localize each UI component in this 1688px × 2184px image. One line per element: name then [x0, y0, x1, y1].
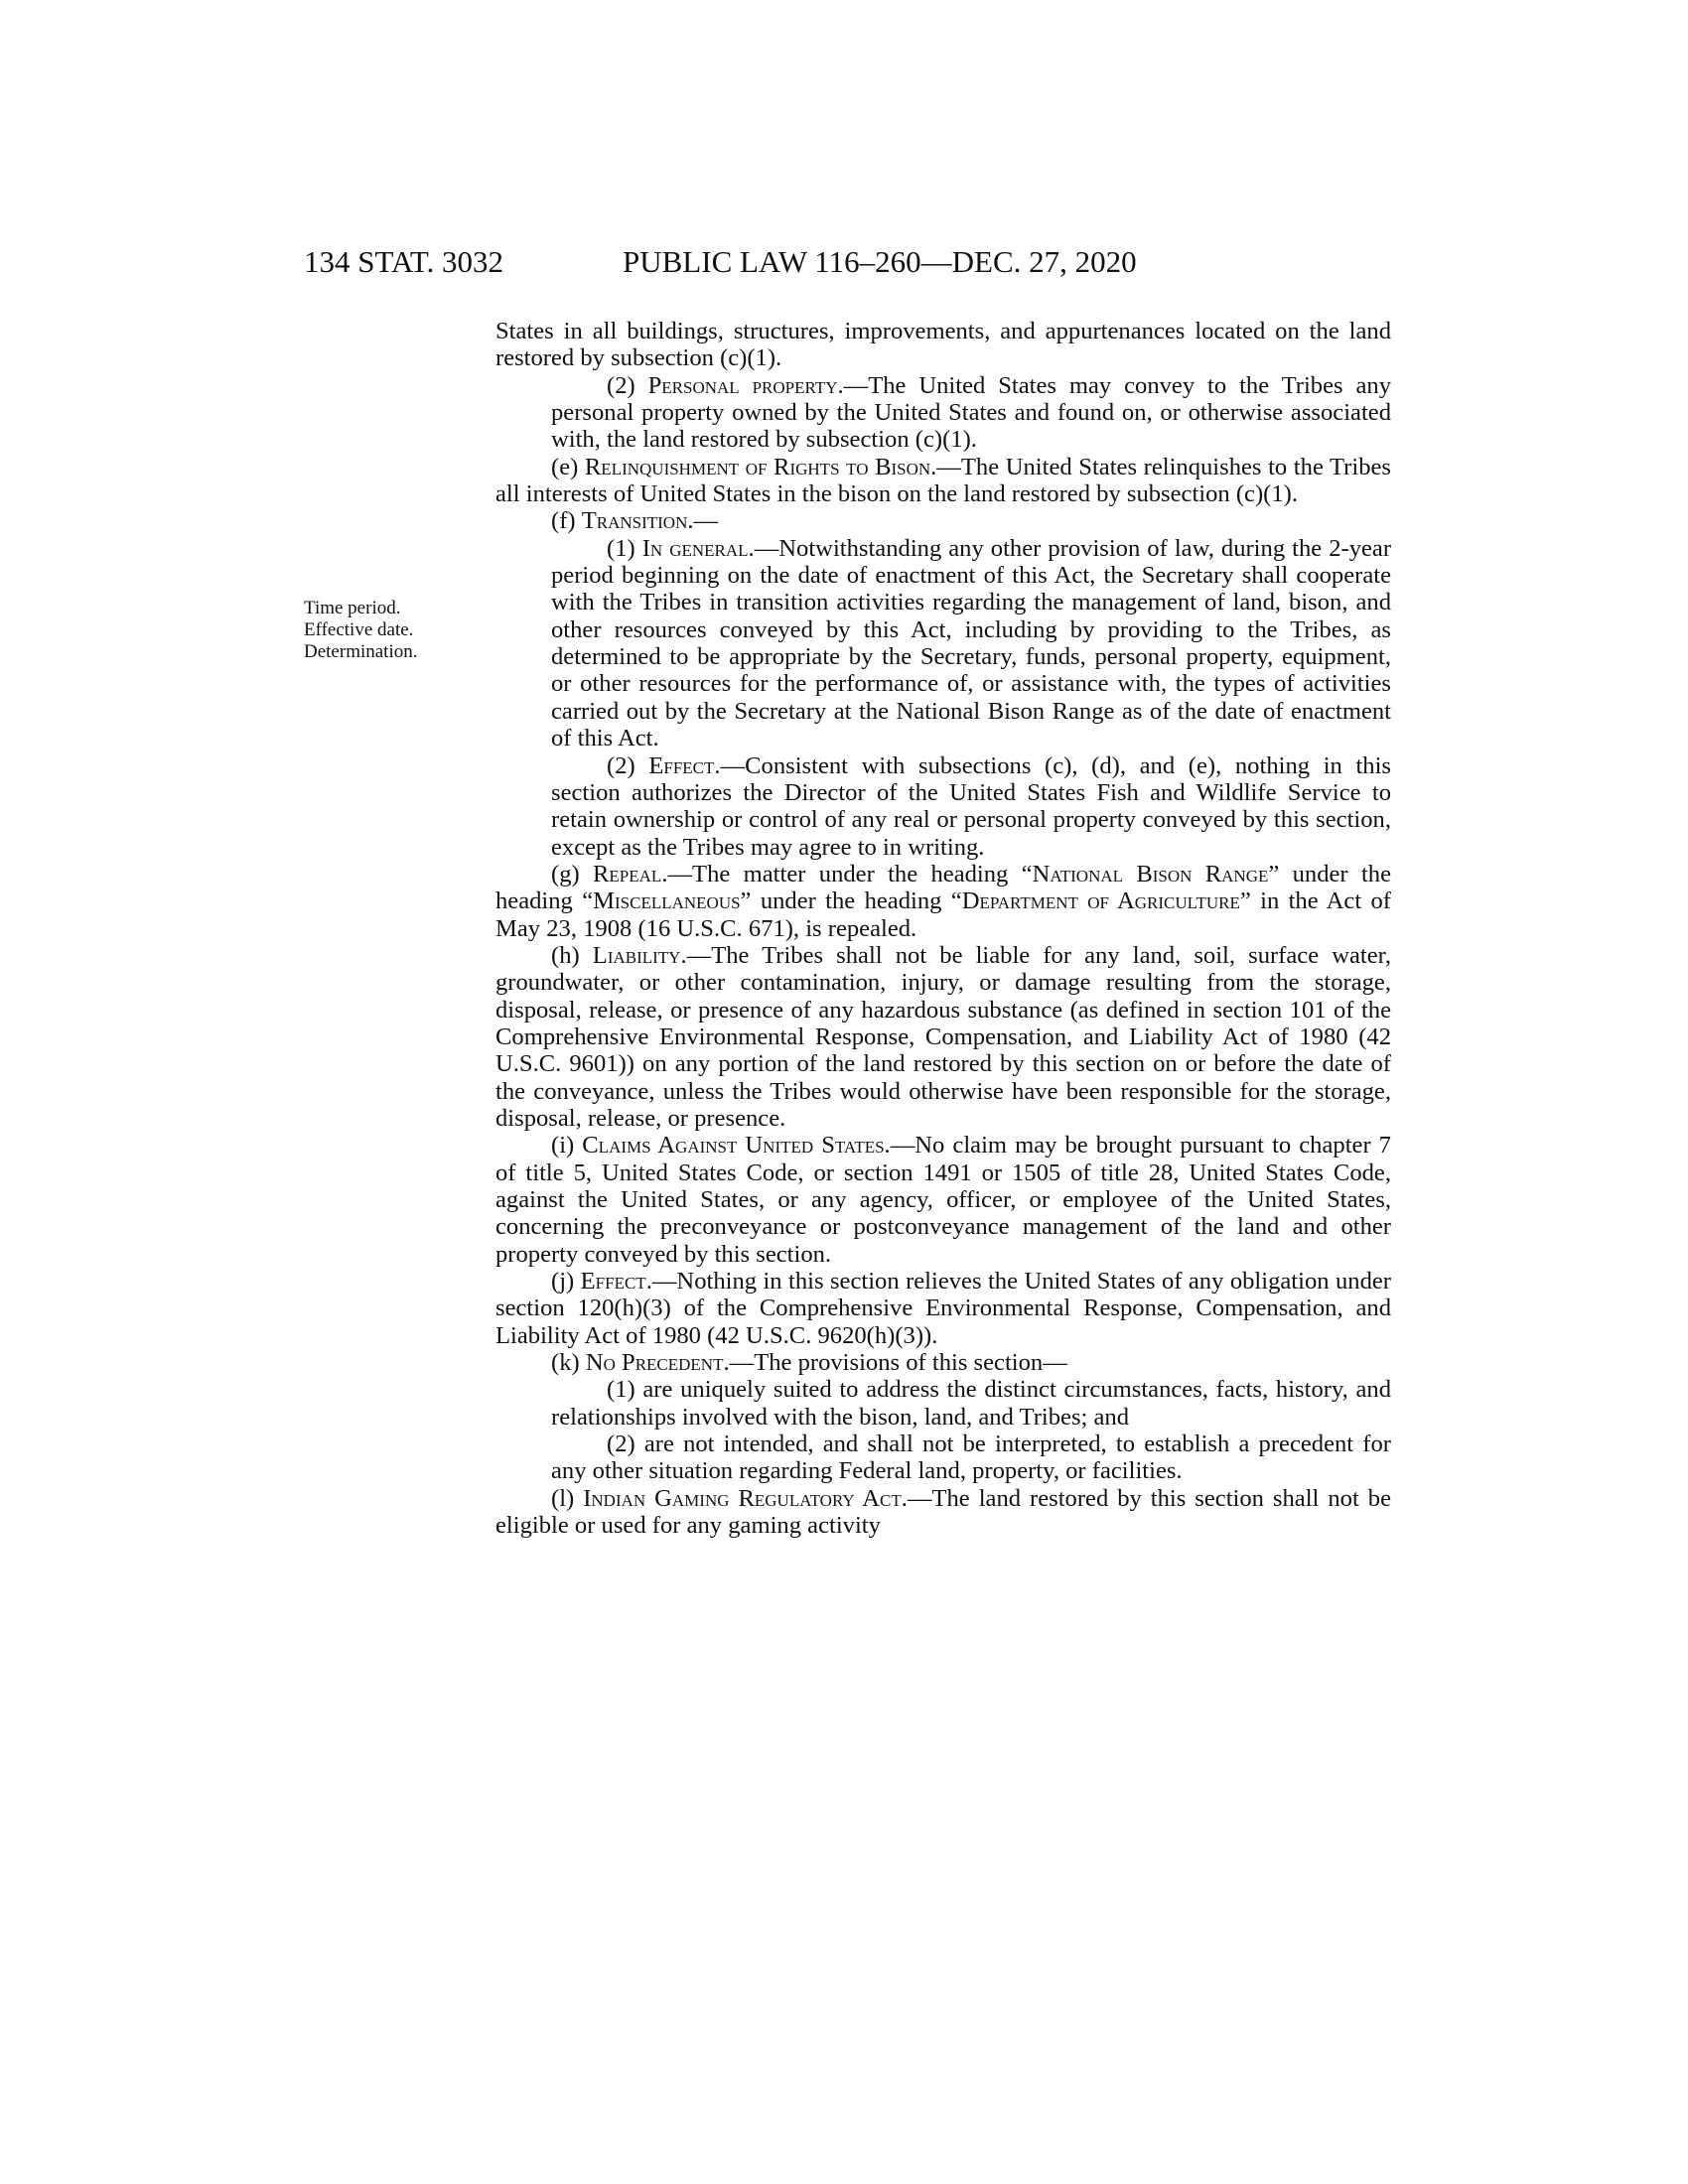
statute-page-reference: 134 STAT. 3032 — [304, 244, 504, 279]
paragraph-heading: Liability — [592, 941, 681, 969]
paragraph-h-liability: (h) Liability.—The Tribes shall not be liable for any land, soil, surface water, groundwater, or other contamination, injury, or damage resulting from the storage, disposal, release, or presence of any hazardous substance (as defined in section 101 of the Comprehensive Environmental Response, Compensation, and Liability Act of 1980 (42 U.S.C. 9601)) on any portion of the land restored by this section on or before the date of the conveyance, unless the Tribes would otherwise have been responsible for the storage, disposal, release, or presence. — [495, 941, 1392, 1132]
paragraph-heading: No Precedent — [585, 1349, 724, 1377]
paragraph-d2-personal-property: (2) Personal property.—The United States may convey to the Tribes any personal property owned by the United States and found on, or otherwise associated with, the land restored by subsection (c)(1). — [551, 371, 1391, 454]
paragraph-k2: (2) are not intended, and shall not be interpreted, to establish a precedent for any other situation regarding Federal land, property, or facilities. — [551, 1431, 1391, 1485]
page-header — [304, 244, 1391, 284]
paragraph-heading: In general — [641, 534, 749, 562]
margin-note-determination: Determination. — [304, 641, 418, 662]
paragraph-heading: Transition — [581, 507, 688, 535]
paragraph-j-effect: (j) Effect.—Nothing in this section relieves the United States of any obligation under section 120(h)(3) of the Comprehensive Environmental Response, Compensation, and Liability Act of 1980 (42 U.S.C. 9620(h)(3)). — [495, 1268, 1391, 1349]
paragraph-heading: Effect — [580, 1268, 646, 1296]
paragraph-i-claims: (i) Claims Against United States.—No claim may be brought pursuant to chapter 7 of title 5, United States Code, or section 1491 or 1505 of title 28, United States Code, against the United States, or any agency, officer, or employee of the United States, concerning the preconveyance or postconveyance management of the land and other property conveyed by this section. — [495, 1132, 1391, 1268]
paragraph-heading: Personal property — [647, 371, 838, 399]
paragraph-f-transition: (f) Transition.— — [551, 507, 719, 535]
paragraph-g-repeal: (g) Repeal.—The matter under the heading “National Bison Range” under the heading “Miscellaneous” under the heading “Department of Agriculture” in the Act of May 23, 1908 (16 U.S.C. 671), is repealed. — [495, 860, 1391, 942]
paragraph-heading: Relinquishment of Rights to Bison — [584, 453, 931, 480]
paragraph-k-no-precedent: (k) No Precedent.—The provisions of this section— — [551, 1349, 1067, 1377]
body-text — [495, 318, 1391, 1539]
paragraph-e-relinquishment: (e) Relinquishment of Rights to Bison.—The United States relinquishes to the Tribes all interests of United States in the bison on the land restored by subsection (c)(1). — [495, 453, 1391, 508]
paragraph-heading: Repeal — [593, 860, 662, 887]
margin-note-effective-date: Effective date. — [304, 619, 414, 640]
paragraph-k1: (1) are uniquely suited to address the distinct circumstances, facts, history, and relationships involved with the bison, land, and Tribes; and — [551, 1376, 1391, 1431]
margin-note-time-period: Time period. — [304, 598, 401, 618]
paragraph-heading: Effect — [648, 751, 715, 779]
paragraph-heading: Indian Gaming Regulatory Act — [583, 1484, 902, 1512]
paragraph-continuation: States in all buildings, structures, improvements, and appurtenances located on the land restored by subsection (c)(1). — [495, 318, 1391, 372]
paragraph-f1-in-general: (1) In general.—Notwithstanding any other provision of law, during the 2-year period beginning on the date of enactment of this Act, the Secretary shall cooperate with the Tribes in transition activities regarding the management of land, bison, and other resources conveyed by this Act, including by providing to the Tribes, as determined to be appropriate by the Secretary, funds, personal property, equipment, or other resources for the performance of, or assistance with, the types of activities carried out by the Secretary at the National Bison Range as of the date of enactment of this Act. — [551, 534, 1392, 752]
public-law-title: PUBLIC LAW 116–260—DEC. 27, 2020 — [623, 244, 1137, 279]
paragraph-f2-effect: (2) Effect.—Consistent with subsections (c), (d), and (e), nothing in this section authorizes the Director of the United States Fish and Wildlife Service to retain ownership or control of any real or personal property conveyed by this section, except as the Tribes may agree to in writing. — [551, 751, 1392, 861]
margin-notes — [304, 598, 473, 663]
paragraph-heading: Claims Against United States — [582, 1132, 885, 1160]
paragraph-l-indian-gaming: (l) Indian Gaming Regulatory Act.—The land restored by this section shall not be eligible or used for any gaming activity — [495, 1484, 1391, 1540]
